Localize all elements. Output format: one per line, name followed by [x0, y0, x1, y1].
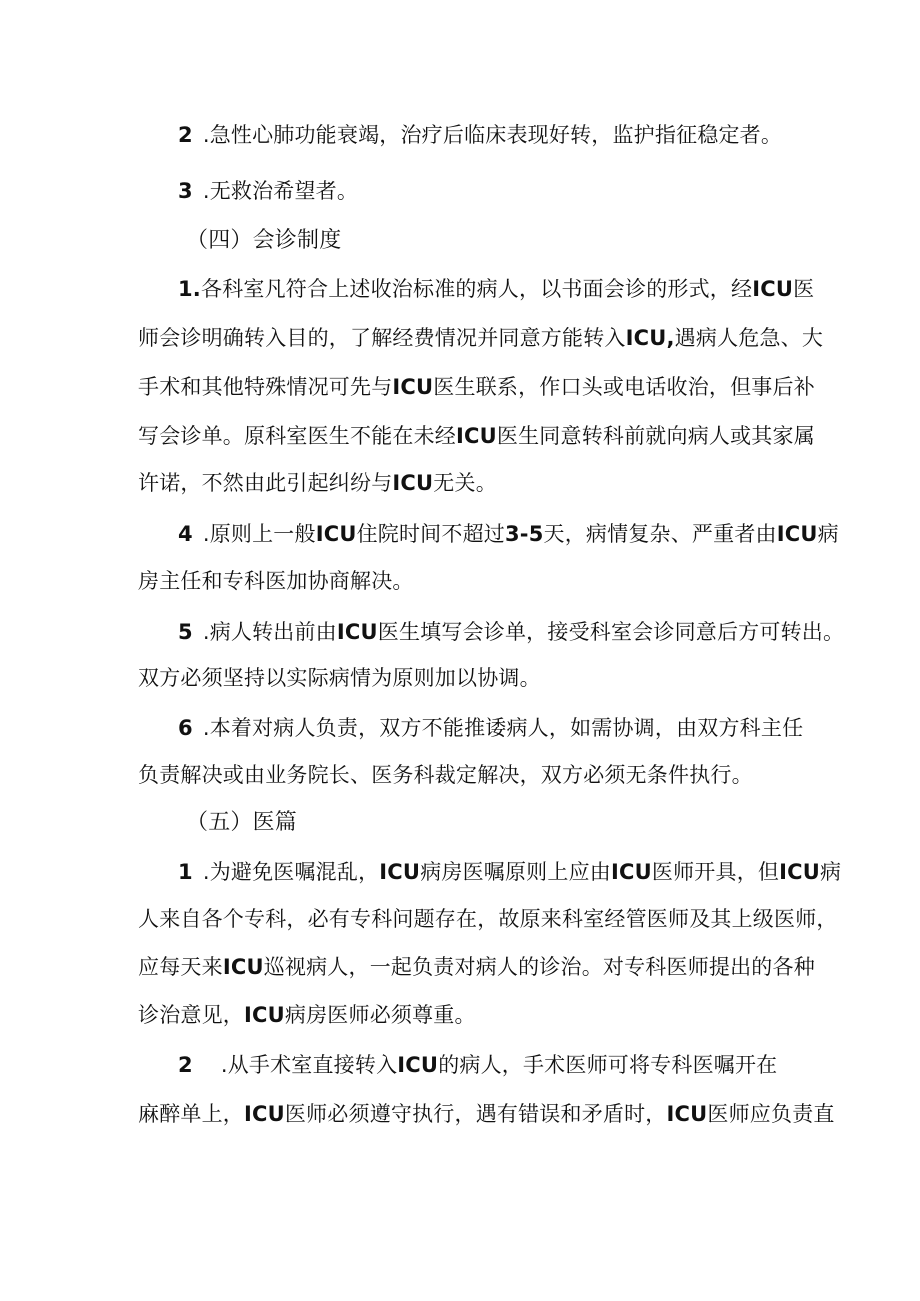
paragraph-line	[138, 1099, 835, 1129]
text-run: 遇病人危急、大	[674, 326, 824, 350]
list-item-2	[178, 120, 782, 150]
icu-term: ICU	[336, 620, 378, 644]
paragraph-line	[138, 663, 541, 693]
icu-term: ICU	[752, 277, 794, 301]
text-run: .为避免医嘱混乱，	[202, 860, 380, 884]
paragraph-line	[138, 904, 838, 934]
item-number: 1	[178, 860, 193, 884]
text-run: .原则上一般	[202, 522, 316, 546]
paragraph-line	[138, 566, 414, 596]
list-item-3	[178, 176, 358, 206]
paragraph-line	[138, 952, 815, 982]
paragraph-line	[178, 713, 803, 743]
text-run: 负责解决或由业务院长、医务科裁定解决，双方必须无条件执行。	[138, 763, 753, 787]
text-run: 房主任和专科医加协商解决。	[138, 569, 414, 593]
text-run: 住院时间不超过	[356, 522, 505, 546]
paragraph-line	[178, 857, 841, 887]
text-run: 医师开具，但	[651, 860, 780, 884]
paragraph-line	[178, 617, 844, 647]
text-run: 医生联系，作口头或电话收治，但事后补	[433, 375, 815, 399]
paragraph-line	[138, 421, 815, 451]
section-heading-consultation: （四）会诊制度	[186, 228, 342, 253]
text-run: 医师必须遵守执行，遇有错误和矛盾时，	[284, 1102, 667, 1126]
item-number: 2	[178, 123, 193, 147]
item-text: .急性心肺功能衰竭，治疗后临床表现好转，监护指征稳定者。	[202, 123, 783, 147]
text-run: .病人转出前由	[202, 620, 337, 644]
item-number: 1.	[178, 277, 201, 301]
icu-term: ICU	[611, 860, 652, 884]
icu-term: ICU	[244, 1102, 285, 1126]
text-run: 医生同意转科前就向病人或其家属	[496, 424, 815, 448]
paragraph-line	[138, 760, 753, 790]
icu-term: ICU	[222, 955, 264, 979]
icu-term: ICU	[244, 1003, 285, 1027]
section-heading-orders: （五）医篇	[186, 810, 298, 835]
icu-term: ICU	[776, 522, 818, 546]
text-run: 麻醉单上，	[138, 1102, 244, 1126]
icu-term: ICU	[666, 1102, 708, 1126]
text-run: 医师应负责直	[707, 1102, 835, 1126]
text-run: 写会诊单。原科室医生不能在未经	[138, 424, 456, 448]
text-run: 手术和其他特殊情况可先与	[138, 375, 393, 399]
text-run: 的病人，手术医师可将专科医嘱开在	[438, 1053, 778, 1077]
text-run: 病	[819, 860, 842, 884]
icu-term: ICU	[456, 424, 497, 448]
paragraph-line	[178, 1050, 777, 1080]
icu-term: ICU	[315, 522, 357, 546]
paragraph-line	[178, 519, 839, 549]
text-run: 病房医嘱原则上应由	[420, 860, 611, 884]
item-number: 5	[178, 620, 193, 644]
paragraph-line	[138, 323, 823, 353]
icu-term: ICU	[392, 375, 434, 399]
icu-term: ICU	[397, 1053, 439, 1077]
icu-term: ICU	[392, 471, 434, 495]
text-run: 医生填写会诊单，接受科室会诊同意后方可转出。	[377, 620, 845, 644]
item-number: 6	[178, 716, 193, 740]
text-run: 人来自各个专科，必有专科问题存在，故原来科室经管医师及其上级医师，	[138, 907, 838, 931]
text-run: 双方必须坚持以实际病情为原则加以协调。	[138, 666, 541, 690]
paragraph-line	[138, 372, 815, 402]
paragraph-line	[138, 468, 497, 498]
text-run: 无关。	[433, 471, 497, 495]
text-run: 巡视病人，一起负责对病人的诊治。对专科医师提出的各种	[263, 955, 815, 979]
icu-term: ICU	[379, 860, 421, 884]
text-run: .本着对病人负责，双方不能推诿病人，如需协调，由双方科主任	[202, 716, 804, 740]
text-run: 医	[793, 277, 815, 301]
text-run: 诊治意见，	[138, 1003, 244, 1027]
icu-term: ICU	[779, 860, 820, 884]
text-run: 许诺，不然由此引起纠纷与	[138, 471, 393, 495]
item-number: 2	[178, 1053, 193, 1077]
text-run: 各科室凡符合上述收治标准的病人，以书面会诊的形式，经	[201, 277, 753, 301]
text-run: 师会诊明确转入目的，了解经费情况并同意方能转入	[138, 326, 626, 350]
item-number: 4	[178, 522, 193, 546]
paragraph-line	[178, 274, 814, 304]
text-run: 应每天来	[138, 955, 223, 979]
text-run: 病房医师必须尊重。	[284, 1003, 476, 1027]
number-range: 3-5	[504, 522, 544, 546]
paragraph-line	[138, 1000, 476, 1030]
icu-term: ICU,	[625, 326, 675, 350]
text-run: 病	[817, 522, 839, 546]
text-run: 天，病情复杂、严重者由	[543, 522, 777, 546]
text-run: .从手术室直接转入	[220, 1053, 398, 1077]
item-number: 3	[178, 179, 193, 203]
item-text: .无救治希望者。	[202, 179, 359, 203]
